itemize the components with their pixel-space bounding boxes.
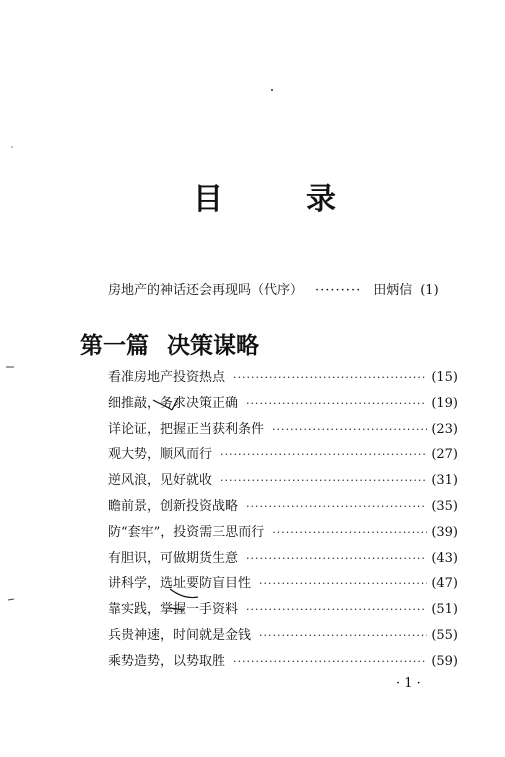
- toc-entry-title: 详论证，把握正当获利条件: [108, 421, 265, 437]
- toc-entry-title: 靠实践，掌握一手资料: [108, 602, 239, 618]
- part-name: 决策谋略: [167, 333, 259, 359]
- toc-entry-page: (19): [431, 395, 458, 411]
- toc-entry-page: (35): [431, 498, 458, 514]
- toc-entry-page: (39): [431, 524, 458, 540]
- toc-entry-title: 讲科学，选址要防盲目性: [108, 576, 252, 592]
- preface-author: 田炳信: [373, 283, 413, 298]
- toc-entry-page: (43): [431, 550, 458, 566]
- title-char-1: 目: [193, 182, 223, 217]
- title-char-2: 录: [306, 182, 336, 217]
- page-number: · 1 ·: [396, 676, 421, 691]
- toc-entry-page: (59): [431, 653, 458, 669]
- toc-entry-title: 有胆识，可做期货生意: [108, 550, 239, 566]
- toc-entry-title: 看准房地产投资热点: [108, 370, 226, 385]
- toc-entry-page: (31): [431, 473, 458, 489]
- toc-entry-page: (47): [431, 576, 458, 592]
- toc-entry-title: 乘势造势，以势取胜: [108, 653, 226, 669]
- toc-entry-page: (15): [431, 370, 458, 385]
- preface-leader: ·········: [315, 283, 362, 298]
- toc-entry-title: 细推敲，务求决策正确: [108, 395, 239, 411]
- preface-page: (1): [420, 283, 439, 298]
- toc-entry-title: 逆风浪，见好就收: [108, 473, 213, 489]
- toc-entry-title: 兵贵神速，时间就是金钱: [108, 627, 252, 643]
- toc-entry-title: 防“套牢”，投资需三思而行: [108, 524, 265, 540]
- toc-entry-title: 瞻前景，创新投资战略: [108, 498, 239, 514]
- toc-entry-title: 观大势，顺风而行: [108, 447, 213, 463]
- toc-entry-page: (27): [431, 447, 458, 463]
- preface-title: 房地产的神话还会再现吗（代序）: [108, 283, 304, 298]
- toc-entry-page: (23): [431, 421, 458, 437]
- toc-entry-page: (51): [431, 602, 458, 618]
- toc-entry-page: (55): [431, 627, 458, 643]
- part-label: 第一篇: [80, 333, 149, 359]
